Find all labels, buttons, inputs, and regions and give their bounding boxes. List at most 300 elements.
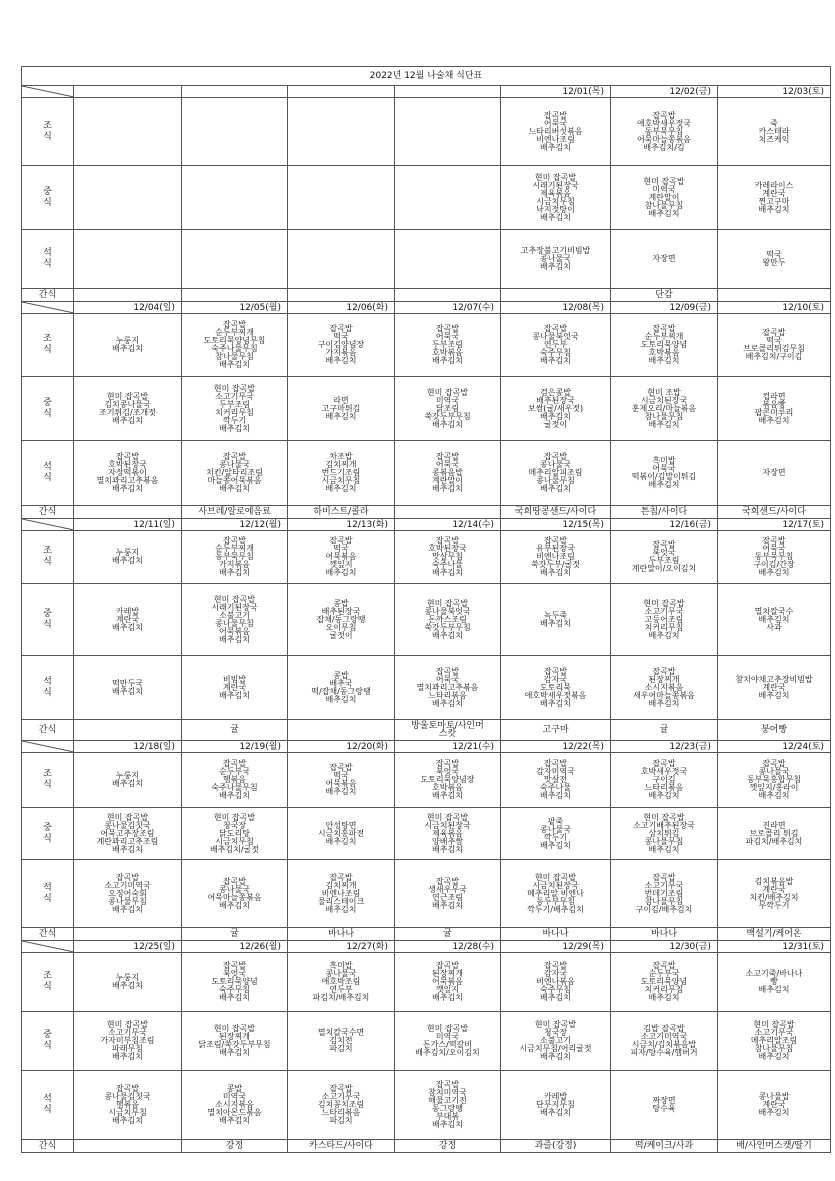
- menu-line: 배추김치: [540, 1108, 571, 1117]
- menu-line: 참나물무침: [754, 1044, 794, 1053]
- week-date-row: [22, 519, 831, 531]
- menu-cell: [288, 314, 395, 377]
- menu-line: 계란말이/오이김치: [631, 564, 697, 573]
- menu-cell: [288, 860, 395, 928]
- menu-line: 떡국: [333, 771, 349, 780]
- menu-line: 잡곡밥: [435, 666, 460, 676]
- menu-line: 잡곡밥: [652, 540, 676, 549]
- menu-line: 중: [43, 1030, 52, 1040]
- menu-line: 파김치/배추김치: [745, 836, 803, 846]
- menu-line: 잡곡밥: [222, 876, 247, 886]
- menu-line: 배추김치/구이김: [745, 352, 803, 361]
- menu-line: 북엇국: [652, 548, 676, 557]
- menu-line: 잡곡밥: [222, 320, 247, 329]
- snack-label: 간식: [22, 1140, 74, 1153]
- menu-cell: [611, 1012, 718, 1071]
- menu-line: 깻잎지/홍라이: [749, 783, 799, 792]
- menu-line: 짜장면: [652, 1096, 676, 1105]
- breakfast-label: [22, 314, 74, 377]
- menu-line: 비빔밥: [222, 674, 247, 684]
- menu-line: 석: [43, 1094, 52, 1104]
- menu-line: 치커리무침: [644, 985, 684, 994]
- date-cell: 12/01(목): [501, 86, 611, 98]
- menu-line: 배추김치: [325, 568, 357, 577]
- snack-cell: [501, 289, 611, 302]
- menu-cell: [395, 314, 501, 377]
- menu-line: 콩밥: [333, 598, 349, 608]
- menu-line: 잡곡밥: [115, 452, 140, 461]
- menu-line: 두부조림: [432, 340, 463, 349]
- dinner-row: [22, 230, 831, 289]
- menu-line: 순두부찌개: [644, 332, 684, 341]
- lunch-row: [22, 1012, 831, 1071]
- menu-cell: [182, 808, 288, 860]
- date-cell: 12/09(금): [611, 302, 718, 314]
- menu-line: 배추김치: [219, 634, 250, 644]
- menu-line: 계란국: [762, 682, 786, 692]
- menu-cell: [501, 166, 611, 230]
- menu-line: 시금치무침: [536, 196, 575, 206]
- menu-line: 떡/잡채/동그랑땡: [311, 686, 371, 696]
- menu-line: 브로콜리튀김무침: [743, 344, 805, 353]
- menu-line: 콩나물북엇국: [532, 332, 579, 341]
- date-cell: 12/15(목): [501, 519, 611, 531]
- menu-cell: [611, 753, 718, 808]
- menu-line: 시금치된장국: [424, 820, 471, 830]
- menu-line: 김치찌개: [325, 460, 357, 469]
- menu-line: 돈가스/떡갈비: [422, 1040, 473, 1049]
- menu-line: 동그랑땡: [432, 1104, 463, 1113]
- menu-line: 고등어조림: [644, 614, 684, 624]
- snack-cell: [288, 289, 395, 302]
- menu-line: 잡곡밥: [762, 759, 786, 768]
- lunch-label: [22, 166, 74, 230]
- menu-line: 배추김치: [648, 356, 680, 365]
- menu-line: 컵라면: [762, 391, 786, 401]
- menu-line: 진라면: [762, 820, 786, 830]
- breakfast-row: [22, 98, 831, 166]
- menu-line: 소고기미역국: [640, 1032, 688, 1041]
- menu-line: 중: [43, 608, 52, 619]
- menu-line: 김치볶음밥: [754, 876, 794, 886]
- menu-line: 북엇국: [222, 969, 247, 978]
- menu-cell: [182, 98, 288, 166]
- menu-cell: [611, 98, 718, 166]
- menu-cell: [74, 1071, 182, 1140]
- menu-line: 참치미역국: [428, 1088, 467, 1097]
- menu-line: 해물고기전: [428, 1096, 467, 1105]
- menu-line: 잡곡밥: [329, 763, 353, 772]
- menu-line: 순두부국: [219, 767, 250, 776]
- menu-line: 현미 잡곡밥: [534, 1020, 577, 1029]
- date-cell: 12/22(목): [501, 741, 611, 753]
- menu-line: 중: [43, 397, 52, 408]
- menu-cell: [182, 531, 288, 584]
- menu-line: 잡곡밥: [329, 536, 353, 545]
- menu-line: 잡곡밥: [652, 961, 676, 970]
- menu-line: 파김치/배추김치: [312, 993, 370, 1002]
- menu-line: 가지볶음: [325, 348, 357, 357]
- menu-cell: [182, 953, 288, 1012]
- menu-line: 참나물무침: [644, 411, 684, 421]
- menu-line: 멸치칼국수: [754, 606, 794, 616]
- menu-cell: 자장면: [611, 230, 718, 289]
- menu-line: 식: [43, 833, 52, 844]
- menu-line: 잡곡밥: [222, 536, 247, 545]
- date-cell: 12/17(토): [718, 519, 831, 531]
- menu-line: 배추국: [329, 678, 353, 688]
- dinner-label: [22, 860, 74, 928]
- menu-line: 중: [43, 186, 52, 197]
- menu-line: 멸치꽈리고추볶음: [96, 476, 159, 485]
- menu-line: 배추김치: [325, 836, 357, 846]
- menu-line: 콩볶음밥: [432, 468, 463, 477]
- menu-line: 어묵볶음: [219, 626, 250, 636]
- date-cell: 12/08(목): [501, 302, 611, 314]
- menu-line: 배추김치: [112, 1116, 143, 1125]
- menu-cell: [501, 656, 611, 720]
- menu-line: 피자/탕수육/햄버거: [630, 1048, 698, 1057]
- date-cell: 12/19(월): [182, 741, 288, 753]
- menu-line: 번데기조림: [644, 888, 684, 898]
- menu-line: 현미 잡곡밥: [426, 1024, 469, 1033]
- menu-cell: [718, 166, 831, 230]
- menu-cell: [501, 1071, 611, 1140]
- menu-line: 시래기된장국: [211, 602, 258, 612]
- menu-line: 배추김치: [325, 356, 357, 365]
- menu-line: 누룽지: [115, 973, 140, 982]
- snack-cell: [74, 720, 182, 741]
- menu-cell: [611, 584, 718, 656]
- menu-line: 배추김치: [219, 1048, 250, 1057]
- menu-line: 고구마튀김: [321, 403, 361, 413]
- menu-line: 현미 잡곡밥: [643, 812, 685, 822]
- lunch-label: [22, 584, 74, 656]
- snack-cell: [74, 289, 182, 302]
- menu-cell: [74, 1012, 182, 1071]
- menu-line: 콩나물무침: [108, 896, 147, 906]
- menu-cell: [611, 953, 718, 1012]
- menu-line: 현미 잡곡밥: [106, 1020, 149, 1029]
- menu-line: 호박된장국: [108, 460, 147, 469]
- menu-line: 녹두죽: [543, 610, 568, 620]
- menu-line: 시래기된장국: [532, 180, 579, 190]
- menu-line: 미역국: [435, 1032, 460, 1041]
- menu-cell: [718, 808, 831, 860]
- menu-line: 미역국: [435, 395, 460, 405]
- menu-line: 시금치무침: [321, 476, 361, 485]
- menu-line: 배추김치: [219, 360, 250, 369]
- menu-line: 숙주나물: [432, 560, 463, 569]
- menu-line: 라면: [333, 395, 349, 405]
- menu-line: 팥죽: [547, 816, 564, 826]
- menu-line: 현미 잡곡밥: [213, 1024, 256, 1033]
- menu-line: 김치찌개: [325, 880, 357, 890]
- date-cell: 12/02(금): [611, 86, 718, 98]
- date-cell: 12/06(화): [288, 302, 395, 314]
- date-cell: 12/23(금): [611, 741, 718, 753]
- menu-line: 배추김치: [540, 411, 571, 421]
- snack-cell: 국희샌드/사이다: [718, 506, 831, 519]
- menu-line: 배추김치: [219, 568, 250, 577]
- menu-line: 식: [43, 473, 52, 483]
- menu-line: 잡곡밥: [762, 536, 786, 545]
- menu-line: 배추김치: [758, 985, 790, 994]
- menu-line: 왕만두: [762, 258, 786, 267]
- menu-line: 숙주나물무침: [211, 783, 258, 792]
- date-cell: 12/16(금): [611, 519, 718, 531]
- menu-line: 브로콜리 튀김: [749, 828, 799, 838]
- menu-line: 배추김치: [540, 262, 571, 271]
- menu-cell: [611, 531, 718, 584]
- menu-cell: [611, 377, 718, 441]
- menu-cell: [288, 166, 395, 230]
- menu-line: 식: [43, 197, 52, 208]
- date-cell: 12/05(월): [182, 302, 288, 314]
- menu-line: 김치꽁치조림: [317, 1100, 365, 1109]
- menu-line: 배추김치: [540, 212, 571, 222]
- menu-line: 구이김: [652, 775, 676, 784]
- menu-line: 된장찌개: [432, 969, 463, 978]
- menu-line: 잡곡밥: [115, 1084, 140, 1093]
- snack-label: 간식: [22, 506, 74, 519]
- menu-cell: [74, 314, 182, 377]
- menu-line: 보쌈(굴/새우젓): [527, 403, 584, 413]
- snack-cell: 국희땅콩샌드/사이다: [501, 506, 611, 519]
- menu-line: 소고기무국: [108, 1028, 147, 1037]
- menu-line: 북엇국: [435, 767, 460, 776]
- menu-line: 잡곡밥: [652, 666, 676, 676]
- menu-cell: [74, 531, 182, 584]
- date-cell: 12/31(토): [718, 941, 831, 953]
- snack-cell: [395, 720, 501, 741]
- menu-line: 배추김치: [432, 993, 463, 1002]
- menu-cell: [182, 656, 288, 720]
- date-cell: 12/18(일): [74, 741, 182, 753]
- menu-line: 배추김치: [648, 993, 680, 1002]
- menu-line: 숙주나물무침: [211, 344, 258, 353]
- menu-line: 동부묵무침: [644, 126, 684, 136]
- menu-line: 배추된장국: [321, 606, 361, 616]
- header-corner: [22, 741, 74, 753]
- menu-line: 어묵고추장조림: [100, 828, 155, 838]
- menu-line: 떡볶이/김말이튀김: [631, 472, 697, 481]
- snack-label: 간식: [22, 289, 74, 302]
- menu-line: 식: [43, 345, 52, 355]
- snack-cell: 강정: [395, 1140, 501, 1153]
- snack-cell: 귤: [182, 720, 288, 741]
- menu-line: 시금치홍파전: [317, 828, 365, 838]
- date-cell: 12/07(수): [395, 302, 501, 314]
- menu-line: 어묵마늘쫑볶음: [636, 134, 692, 144]
- menu-line: 배추김치: [112, 556, 143, 565]
- menu-line: 카레밥: [543, 1092, 568, 1101]
- menu-line: 제육볶음: [540, 188, 571, 198]
- menu-line: 식: [43, 982, 52, 992]
- date-cell: 12/28(수): [395, 941, 501, 953]
- menu-line: 두부조림: [648, 556, 680, 565]
- menu-cell: [74, 753, 182, 808]
- menu-line: 부대볶: [435, 1112, 460, 1121]
- menu-line: 닭조림/쑥갓두부무침: [198, 1040, 271, 1049]
- menu-line: 흑미밥: [652, 456, 676, 465]
- date-cell: 12/20(화): [288, 741, 395, 753]
- menu-line: 조: [43, 546, 52, 556]
- menu-line: 배추김치: [758, 614, 790, 624]
- menu-line: 배추김치: [432, 698, 463, 708]
- menu-line: 비엔나조림: [536, 134, 575, 144]
- lunch-label: [22, 808, 74, 860]
- menu-line: 현미 잡곡밥: [426, 812, 469, 822]
- snack-cell: [182, 289, 288, 302]
- menu-line: 메추리알조림: [750, 1036, 798, 1045]
- menu-line: 떡국: [333, 544, 349, 553]
- date-cell: 12/14(수): [395, 519, 501, 531]
- lunch-label: [22, 1012, 74, 1071]
- menu-line: 소고기무국: [321, 1092, 361, 1101]
- menu-line: 순두부찌개: [215, 544, 254, 553]
- menu-line: 식: [43, 1105, 52, 1115]
- menu-line: 소고기무국: [215, 391, 254, 401]
- menu-cell: [288, 441, 395, 506]
- menu-cell: [718, 584, 831, 656]
- menu-line: 참나물무침: [644, 200, 684, 210]
- menu-line: 양배추쌈: [432, 836, 463, 846]
- menu-line: 파김치: [329, 1044, 353, 1053]
- menu-line: 미역국: [222, 1092, 247, 1101]
- menu-line: 스캇: [438, 729, 457, 739]
- menu-line: 사과: [766, 622, 782, 632]
- week-date-row: [22, 86, 831, 98]
- menu-line: 콩나물국: [540, 824, 571, 834]
- date-cell: 12/10(토): [718, 302, 831, 314]
- menu-line: 느타리볶음: [321, 1108, 361, 1117]
- lunch-row: [22, 166, 831, 230]
- menu-cell: [501, 377, 611, 441]
- menu-line: 유부된장국: [536, 544, 575, 553]
- menu-line: 잡곡밥: [435, 876, 460, 886]
- header-corner: [22, 86, 74, 98]
- menu-cell: [718, 953, 831, 1012]
- date-cell: 12/13(화): [288, 519, 395, 531]
- menu-line: 계란국: [762, 884, 786, 894]
- menu-line: 떡만두국: [112, 678, 143, 688]
- menu-line: 소고기무국: [644, 606, 684, 616]
- menu-cell: [182, 584, 288, 656]
- snack-cell: 단감: [611, 289, 718, 302]
- menu-line: 잡곡밥: [222, 961, 247, 970]
- date-cell: 12/03(토): [718, 86, 831, 98]
- menu-line: 배추김치: [112, 981, 143, 990]
- menu-cell: [288, 953, 395, 1012]
- menu-line: 빵: [770, 977, 778, 986]
- menu-line: 현미 잡곡밥: [534, 872, 577, 882]
- menu-line: 배추김치: [325, 787, 357, 796]
- menu-cell: [611, 656, 718, 720]
- menu-line: 배추김치: [432, 844, 463, 854]
- menu-line: 잡곡밥: [652, 324, 676, 333]
- menu-line: 소고기무국: [754, 1028, 794, 1037]
- snack-cell: 하비스트/콜라: [288, 506, 395, 519]
- menu-line: 느타리볶음: [644, 783, 684, 792]
- menu-line: 배추김치: [112, 1052, 143, 1061]
- menu-line: 미역국: [652, 184, 676, 194]
- menu-line: 배추김치: [758, 1052, 790, 1061]
- menu-line: 비엔나조림: [321, 888, 361, 898]
- menu-cell: [288, 230, 395, 289]
- menu-line: 배추김치: [112, 686, 143, 696]
- menu-cell: [501, 953, 611, 1012]
- menu-line: 동두부무침: [536, 896, 575, 906]
- menu-line: 된장찌개: [648, 674, 680, 684]
- menu-line: 탕수육: [652, 1104, 676, 1113]
- menu-line: 배추김치: [112, 904, 143, 914]
- menu-line: 어묵국: [762, 544, 786, 553]
- menu-cell: [395, 753, 501, 808]
- menu-line: 계란국: [222, 682, 247, 692]
- menu-line: 배추김치: [540, 142, 571, 152]
- menu-line: 배추김치: [758, 1108, 790, 1117]
- date-cell: 12/11(일): [74, 519, 182, 531]
- snack-cell: [74, 506, 182, 519]
- menu-line: 현미 잡곡밥: [213, 812, 256, 822]
- menu-cell: [74, 377, 182, 441]
- breakfast-row: [22, 531, 831, 584]
- menu-line: 청국장: [543, 1028, 568, 1037]
- menu-line: 참치야채고추장비빔밥: [735, 674, 813, 684]
- menu-line: 잡채/동그랑땡: [316, 614, 366, 624]
- menu-line: 잡곡밥: [762, 328, 786, 337]
- menu-line: 누룽지: [115, 771, 140, 780]
- menu-line: 호박볶음: [648, 348, 680, 357]
- menu-line: 현미 잡곡밥: [106, 812, 149, 822]
- menu-line: 잡곡밥: [543, 759, 568, 768]
- menu-cell: [395, 166, 501, 230]
- menu-line: 연근조림: [432, 892, 463, 902]
- menu-cell: [395, 230, 501, 289]
- snack-cell: 귤: [182, 928, 288, 941]
- menu-cell: [395, 441, 501, 506]
- menu-line: 식: [43, 131, 52, 142]
- dinner-label: [22, 230, 74, 289]
- menu-line: 잡곡밥: [222, 759, 247, 768]
- menu-line: 배추김치: [540, 791, 571, 800]
- menu-line: 배추김치: [219, 484, 250, 493]
- menu-line: 굴젓이: [543, 419, 568, 429]
- menu-line: 배추김치: [432, 900, 463, 910]
- menu-line: 도토리묵양념장: [420, 775, 475, 784]
- menu-line: 잡곡밥: [652, 872, 676, 882]
- date-cell: [395, 86, 501, 98]
- header-corner: [22, 519, 74, 531]
- menu-line: 호박볶음: [432, 783, 463, 792]
- menu-line: 구이김양념장: [317, 340, 365, 349]
- menu-line: 연두부: [329, 985, 353, 994]
- menu-line: 도토리묵: [540, 682, 571, 692]
- menu-line: 도토리묵양념: [640, 340, 688, 349]
- menu-line: 배추김치: [758, 204, 790, 214]
- menu-line: 배추김치: [112, 484, 143, 493]
- menu-line: 콩나물무침: [644, 836, 684, 846]
- dinner-label: [22, 441, 74, 506]
- menu-line: 안성탕면: [325, 820, 357, 830]
- snack-cell: 백설기/케어온: [718, 928, 831, 941]
- menu-cell: [501, 98, 611, 166]
- snack-cell: 강정: [182, 1140, 288, 1153]
- menu-line: 느타리볶음: [428, 690, 467, 700]
- menu-line: 동부묵무침: [215, 552, 254, 561]
- snack-cell: 귤: [395, 928, 501, 941]
